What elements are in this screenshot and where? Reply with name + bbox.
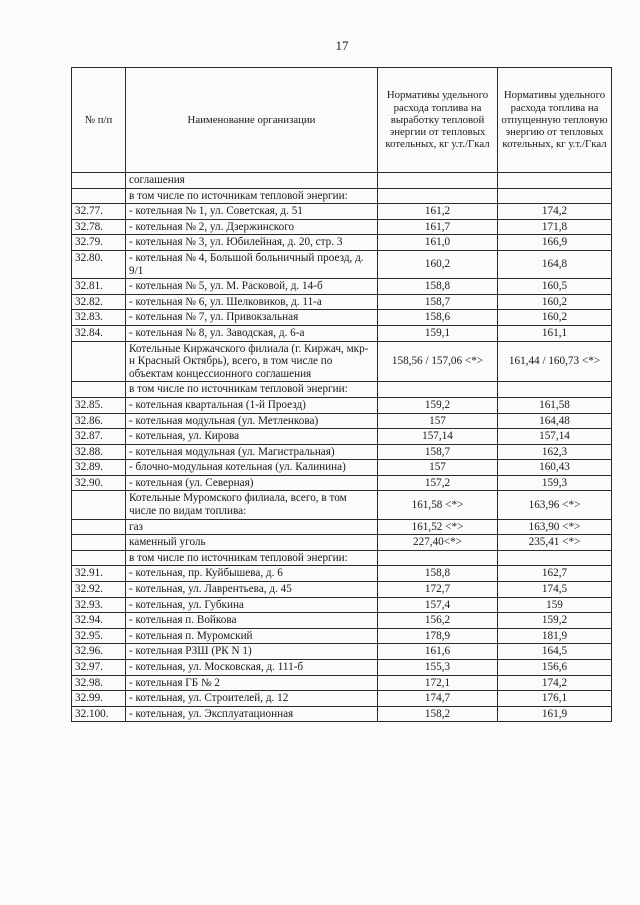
row-norm-supplied: 164,5 — [498, 644, 612, 660]
table-row — [72, 628, 612, 644]
row-organization-name: - котельная, ул. Эксплуатационная — [126, 706, 378, 722]
row-organization-name: - котельная № 7, ул. Привокзальная — [126, 310, 378, 326]
row-number: 32.98. — [72, 675, 126, 691]
row-organization-name: - котельная п. Муромский — [126, 628, 378, 644]
row-norm-output: 172,7 — [378, 582, 498, 598]
row-norm-output: 161,58 <*> — [378, 491, 498, 519]
row-organization-name: в том числе по источникам тепловой энергии: — [126, 550, 378, 566]
row-norm-output: 158,56 / 157,06 <*> — [378, 341, 498, 382]
row-number: 32.93. — [72, 597, 126, 613]
row-number: 32.85. — [72, 397, 126, 413]
row-number — [72, 173, 126, 189]
row-norm-output: 158,8 — [378, 279, 498, 295]
row-number: 32.81. — [72, 279, 126, 295]
row-norm-output: 157 — [378, 460, 498, 476]
table-row — [72, 519, 612, 535]
row-norm-supplied: 171,8 — [498, 219, 612, 235]
row-number — [72, 535, 126, 551]
table-row — [72, 397, 612, 413]
header-number: № п/п — [72, 68, 126, 173]
row-organization-name: - котельная, пр. Куйбышева, д. 6 — [126, 566, 378, 582]
row-organization-name: - котельная № 6, ул. Шелковиков, д. 11-а — [126, 294, 378, 310]
table-row — [72, 173, 612, 189]
row-norm-supplied: 176,1 — [498, 691, 612, 707]
row-norm-supplied — [498, 382, 612, 398]
row-number: 32.87. — [72, 429, 126, 445]
row-norm-output: 178,9 — [378, 628, 498, 644]
row-norm-supplied: 164,48 — [498, 413, 612, 429]
table-row — [72, 644, 612, 660]
row-organization-name: Котельные Киржачского филиала (г. Киржач, мкр-н Красный Октябрь), всего, в том числе по объектам концессионного соглашения — [126, 341, 378, 382]
row-organization-name: - котельная, ул. Губкина — [126, 597, 378, 613]
row-norm-output: 227,40<*> — [378, 535, 498, 551]
row-organization-name: - котельная п. Войкова — [126, 613, 378, 629]
row-norm-output: 157,4 — [378, 597, 498, 613]
row-organization-name: - котельная № 5, ул. М. Расковой, д. 14-б — [126, 279, 378, 295]
row-number: 32.100. — [72, 706, 126, 722]
table-row — [72, 691, 612, 707]
row-organization-name: - котельная, ул. Московская, д. 111-б — [126, 660, 378, 676]
table-row — [72, 475, 612, 491]
row-organization-name: соглашения — [126, 173, 378, 189]
row-number — [72, 491, 126, 519]
row-norm-supplied — [498, 188, 612, 204]
row-organization-name: - котельная модульная (ул. Магистральная) — [126, 444, 378, 460]
row-norm-supplied: 163,96 <*> — [498, 491, 612, 519]
row-norm-output: 158,6 — [378, 310, 498, 326]
row-number: 32.96. — [72, 644, 126, 660]
table-row — [72, 566, 612, 582]
row-organization-name: каменный уголь — [126, 535, 378, 551]
row-number: 32.89. — [72, 460, 126, 476]
row-norm-output: 157,14 — [378, 429, 498, 445]
row-number: 32.97. — [72, 660, 126, 676]
row-number: 32.77. — [72, 204, 126, 220]
table-row — [72, 341, 612, 382]
row-organization-name: в том числе по источникам тепловой энергии: — [126, 188, 378, 204]
row-number — [72, 341, 126, 382]
row-norm-output: 161,2 — [378, 204, 498, 220]
row-organization-name: - котельная квартальная (1-й Проезд) — [126, 397, 378, 413]
page-number: 17 — [335, 38, 349, 53]
row-norm-supplied: 156,6 — [498, 660, 612, 676]
row-norm-output — [378, 382, 498, 398]
table-row — [72, 613, 612, 629]
row-organization-name: - котельная, ул. Лаврентьева, д. 45 — [126, 582, 378, 598]
row-norm-supplied: 161,44 / 160,73 <*> — [498, 341, 612, 382]
table-row — [72, 491, 612, 519]
row-number: 32.80. — [72, 250, 126, 278]
row-organization-name: газ — [126, 519, 378, 535]
row-norm-supplied: 159,2 — [498, 613, 612, 629]
row-norm-supplied: 163,90 <*> — [498, 519, 612, 535]
row-norm-output — [378, 173, 498, 189]
row-norm-output: 158,2 — [378, 706, 498, 722]
table-header-row — [72, 68, 612, 173]
row-organization-name: - котельная ГБ № 2 — [126, 675, 378, 691]
table-row — [72, 660, 612, 676]
row-norm-supplied: 174,5 — [498, 582, 612, 598]
row-norm-output: 160,2 — [378, 250, 498, 278]
row-norm-output: 157 — [378, 413, 498, 429]
row-norm-supplied: 162,7 — [498, 566, 612, 582]
row-number — [72, 550, 126, 566]
row-organization-name: - котельная № 1, ул. Советская, д. 51 — [126, 204, 378, 220]
row-norm-supplied — [498, 550, 612, 566]
row-number: 32.91. — [72, 566, 126, 582]
row-norm-supplied: 159,3 — [498, 475, 612, 491]
table-row — [72, 294, 612, 310]
table-row — [72, 444, 612, 460]
table-row — [72, 235, 612, 251]
row-norm-output: 159,2 — [378, 397, 498, 413]
table-row — [72, 706, 612, 722]
row-norm-supplied: 181,9 — [498, 628, 612, 644]
row-norm-supplied: 160,43 — [498, 460, 612, 476]
row-norm-output: 157,2 — [378, 475, 498, 491]
table-row — [72, 597, 612, 613]
row-norm-supplied: 162,3 — [498, 444, 612, 460]
header-organization-name: Наименование организации — [126, 68, 378, 173]
table-row — [72, 188, 612, 204]
table-row — [72, 460, 612, 476]
row-organization-name: в том числе по источникам тепловой энергии: — [126, 382, 378, 398]
row-number: 32.84. — [72, 325, 126, 341]
row-norm-supplied: 160,5 — [498, 279, 612, 295]
row-norm-supplied: 161,58 — [498, 397, 612, 413]
row-organization-name: - котельная № 4, Большой больничный проезд, д. 9/1 — [126, 250, 378, 278]
row-organization-name: - блочно-модульная котельная (ул. Калинина) — [126, 460, 378, 476]
row-number: 32.82. — [72, 294, 126, 310]
row-organization-name: - котельная № 2, ул. Дзержинского — [126, 219, 378, 235]
row-norm-supplied: 166,9 — [498, 235, 612, 251]
row-number: 32.99. — [72, 691, 126, 707]
table-row — [72, 429, 612, 445]
row-norm-supplied: 159 — [498, 597, 612, 613]
row-norm-supplied — [498, 173, 612, 189]
row-number — [72, 188, 126, 204]
row-norm-output: 172,1 — [378, 675, 498, 691]
table-row — [72, 382, 612, 398]
row-norm-output: 155,3 — [378, 660, 498, 676]
table-row — [72, 535, 612, 551]
row-organization-name: - котельная № 3, ул. Юбилейная, д. 20, стр. 3 — [126, 235, 378, 251]
row-norm-output: 161,6 — [378, 644, 498, 660]
table-row — [72, 413, 612, 429]
row-norm-supplied: 161,9 — [498, 706, 612, 722]
row-norm-output: 161,0 — [378, 235, 498, 251]
row-norm-supplied: 164,8 — [498, 250, 612, 278]
row-norm-supplied: 174,2 — [498, 675, 612, 691]
row-organization-name: - котельная РЗШ (РК N 1) — [126, 644, 378, 660]
fuel-norms-table — [71, 67, 612, 722]
row-norm-supplied: 160,2 — [498, 310, 612, 326]
row-number: 32.92. — [72, 582, 126, 598]
row-number: 32.95. — [72, 628, 126, 644]
row-norm-supplied: 161,1 — [498, 325, 612, 341]
row-number: 32.94. — [72, 613, 126, 629]
row-number: 32.78. — [72, 219, 126, 235]
table-row — [72, 204, 612, 220]
row-norm-output: 158,7 — [378, 444, 498, 460]
row-number: 32.90. — [72, 475, 126, 491]
header-norm-supplied: Нормативы удельного расхода топлива на отпущенную тепловую энергию от тепловых котельных, кг у.т./Гкал — [498, 68, 612, 173]
row-organization-name: - котельная модульная (ул. Метленкова) — [126, 413, 378, 429]
row-organization-name: - котельная № 8, ул. Заводская, д. 6-а — [126, 325, 378, 341]
row-organization-name: - котельная (ул. Северная) — [126, 475, 378, 491]
row-norm-supplied: 174,2 — [498, 204, 612, 220]
row-number: 32.83. — [72, 310, 126, 326]
row-norm-output: 156,2 — [378, 613, 498, 629]
row-norm-output: 174,7 — [378, 691, 498, 707]
row-norm-output — [378, 188, 498, 204]
table-row — [72, 279, 612, 295]
row-number: 32.86. — [72, 413, 126, 429]
row-number: 32.88. — [72, 444, 126, 460]
row-norm-supplied: 157,14 — [498, 429, 612, 445]
table-row — [72, 675, 612, 691]
row-norm-supplied: 235,41 <*> — [498, 535, 612, 551]
row-norm-output — [378, 550, 498, 566]
row-norm-supplied: 160,2 — [498, 294, 612, 310]
row-organization-name: Котельные Муромского филиала, всего, в том числе по видам топлива: — [126, 491, 378, 519]
row-norm-output: 159,1 — [378, 325, 498, 341]
table-row — [72, 250, 612, 278]
row-number: 32.79. — [72, 235, 126, 251]
row-norm-output: 161,7 — [378, 219, 498, 235]
header-norm-output: Нормативы удельного расхода топлива на выработку тепловой энергии от тепловых котельных, кг у.т./Гкал — [378, 68, 498, 173]
row-number — [72, 382, 126, 398]
table-row — [72, 582, 612, 598]
row-number — [72, 519, 126, 535]
table-row — [72, 325, 612, 341]
table-row — [72, 310, 612, 326]
table-row — [72, 219, 612, 235]
row-norm-output: 158,8 — [378, 566, 498, 582]
row-norm-output: 161,52 <*> — [378, 519, 498, 535]
table-row — [72, 550, 612, 566]
row-norm-output: 158,7 — [378, 294, 498, 310]
row-organization-name: - котельная, ул. Кирова — [126, 429, 378, 445]
row-organization-name: - котельная, ул. Строителей, д. 12 — [126, 691, 378, 707]
